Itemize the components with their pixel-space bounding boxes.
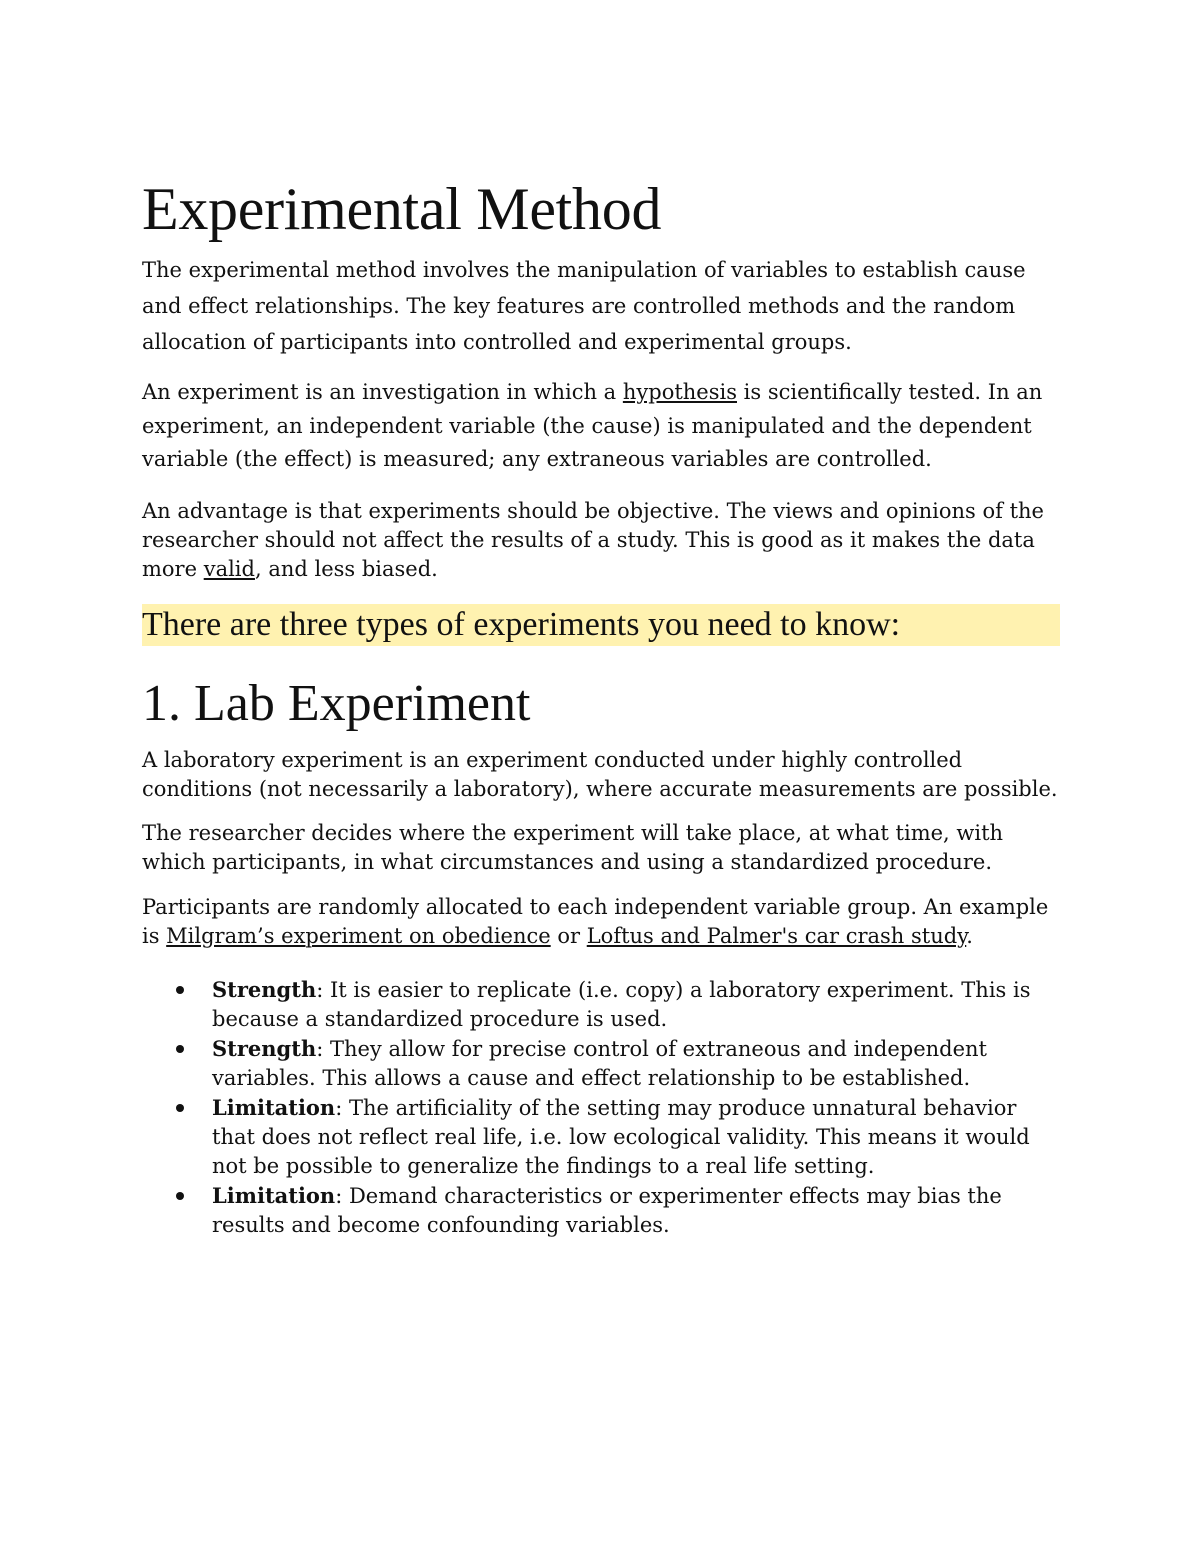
milgram-link[interactable]: Milgram’s experiment on obedience — [166, 923, 551, 948]
text-span: An experiment is an investigation in which a — [142, 380, 623, 404]
text-span: . — [966, 923, 973, 948]
lab-example-paragraph — [142, 893, 1060, 951]
bullet-text: : Demand characteristics or experimenter effects may bias the results and become confounding variables. — [212, 1183, 1002, 1237]
text-span: , and less biased. — [254, 556, 438, 581]
bullet-icon — [176, 986, 184, 994]
bullet-label: Limitation — [212, 1182, 336, 1208]
list-item — [212, 1034, 1060, 1093]
loftus-palmer-link[interactable]: Loftus and Palmer's car crash study — [586, 923, 967, 948]
text-span: is scientifically tested. In an experiment, an independent variable (the cause) is manipulated and the dependent variable (the effect) is measured; any extraneous variables are controlled. — [142, 380, 1043, 471]
bullet-text: : They allow for precise control of extraneous and independent variables. This allows a cause and effect relationship to be established. — [212, 1036, 987, 1090]
document-page — [142, 170, 1060, 1240]
bullet-label: Strength — [212, 1035, 317, 1061]
bullet-icon — [176, 1192, 184, 1200]
lab-researcher-paragraph: The researcher decides where the experiment will take place, at what time, with which participants, in what circumstances and using a standardized procedure. — [142, 820, 1004, 874]
bullet-label: Strength — [212, 976, 317, 1002]
bullet-label: Limitation — [212, 1094, 336, 1120]
advantage-paragraph — [142, 497, 1060, 584]
list-item — [212, 975, 1060, 1034]
highlighted-callout: There are three types of experiments you need to know: — [142, 604, 1060, 646]
lab-experiment-section — [142, 672, 1060, 1240]
valid-link[interactable]: valid — [203, 556, 255, 581]
strengths-limitations-list — [142, 975, 1060, 1240]
experiment-definition-paragraph — [142, 376, 1060, 477]
text-span: An advantage is that experiments should be objective. The views and opinions of the researcher should not affect the results of a study. This is good as it makes the data more — [142, 498, 1044, 581]
text-span: Participants are randomly allocated to each independent variable group. An example is — [142, 894, 1049, 948]
bullet-icon — [176, 1104, 184, 1112]
text-span: or — [550, 923, 587, 948]
list-item — [212, 1093, 1060, 1181]
page-title: Experimental Method — [142, 176, 662, 242]
intro-paragraph: The experimental method involves the manipulation of variables to establish cause and effect relationships. The key features are controlled methods and the random allocation of participants into controlled and experimental groups. — [142, 258, 1026, 354]
bullet-icon — [176, 1045, 184, 1053]
lab-definition-paragraph: A laboratory experiment is an experiment conducted under highly controlled conditions (not necessarily a laboratory), where accurate measurements are possible. — [142, 747, 1058, 801]
list-item — [212, 1181, 1060, 1240]
hypothesis-link[interactable]: hypothesis — [622, 380, 737, 404]
section-heading: 1. Lab Experiment — [142, 674, 531, 732]
bullet-text: : The artificiality of the setting may produce unnatural behavior that does not reflect real life, i.e. low ecological validity. This means it would not be possible to generalize the findings to a real life setting. — [212, 1095, 1030, 1178]
bullet-text: : It is easier to replicate (i.e. copy) a laboratory experiment. This is because a standardized procedure is used. — [212, 977, 1031, 1031]
